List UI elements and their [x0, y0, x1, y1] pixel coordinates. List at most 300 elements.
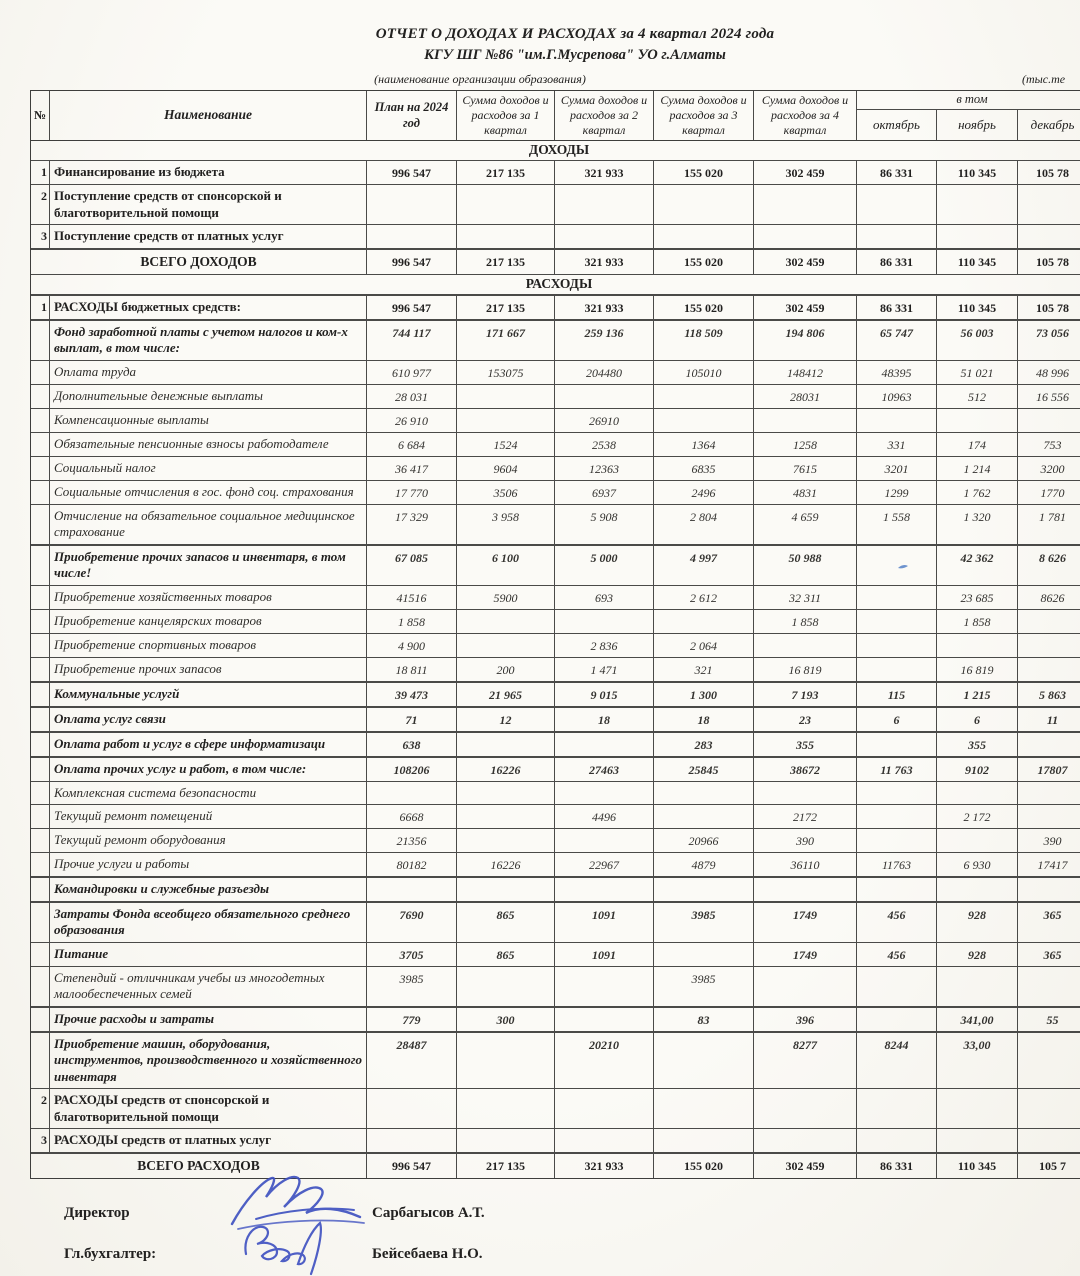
cell-value: 1 215 — [936, 683, 1017, 706]
cell-value: 302 459 — [753, 296, 856, 319]
cell-value: 171 667 — [456, 321, 554, 360]
cell-value: 2172 — [753, 805, 856, 828]
cell-value: 16 556 — [1017, 385, 1080, 408]
cell-value — [554, 1129, 653, 1152]
cell-value — [456, 805, 554, 828]
cell-value: 27463 — [554, 758, 653, 781]
table-row — [31, 828, 1080, 852]
cell-value: 51 021 — [936, 361, 1017, 384]
cell-value: 5 908 — [554, 505, 653, 544]
cell-value — [936, 967, 1017, 1006]
cell-value — [936, 878, 1017, 901]
cell-value: 4 900 — [366, 634, 456, 657]
table-row — [31, 432, 1080, 456]
col-header-q3: Сумма доходов и расходов за 3 квартал — [653, 91, 753, 140]
row-number — [31, 782, 49, 805]
row-number — [31, 853, 49, 876]
table-row — [31, 504, 1080, 544]
cell-value: 56 003 — [936, 321, 1017, 360]
cell-value — [653, 610, 753, 633]
cell-value: 153075 — [456, 361, 554, 384]
table-row — [31, 360, 1080, 384]
cell-value: 2 064 — [653, 634, 753, 657]
cell-value: 365 — [1017, 943, 1080, 966]
col-header-december: декабрь — [1017, 110, 1080, 140]
cell-value — [456, 878, 554, 901]
cell-value — [856, 634, 936, 657]
row-number — [31, 708, 49, 731]
cell-value: 26910 — [554, 409, 653, 432]
cell-value: 996 547 — [366, 296, 456, 319]
cell-value: 7 193 — [753, 683, 856, 706]
table-row — [31, 408, 1080, 432]
row-label: Затраты Фонда всеобщего обязательного среднего образования — [49, 903, 366, 942]
cell-value — [1017, 878, 1080, 901]
cell-value — [456, 225, 554, 248]
cell-value: 744 117 — [366, 321, 456, 360]
row-number — [31, 829, 49, 852]
cell-value — [653, 805, 753, 828]
cell-value — [554, 225, 653, 248]
cell-value: 110 345 — [936, 1154, 1017, 1178]
cell-value — [456, 829, 554, 852]
table-row — [31, 1006, 1080, 1031]
row-number — [31, 903, 49, 942]
row-number — [31, 457, 49, 480]
cell-value — [753, 409, 856, 432]
report-table — [30, 90, 1080, 1179]
cell-value: 8277 — [753, 1033, 856, 1089]
cell-value — [366, 782, 456, 805]
cell-value: 1 781 — [1017, 505, 1080, 544]
cell-value: 155 020 — [653, 1154, 753, 1178]
cell-value: 753 — [1017, 433, 1080, 456]
row-number: 1 — [41, 165, 47, 179]
cell-value — [653, 782, 753, 805]
row-label: Оплата работ и услуг в сфере информатизаци — [49, 733, 366, 756]
cell-value: 174 — [936, 433, 1017, 456]
cell-value: 17807 — [1017, 758, 1080, 781]
table-row — [31, 781, 1080, 805]
row-number — [31, 658, 49, 681]
row-number — [31, 385, 49, 408]
cell-value: 1524 — [456, 433, 554, 456]
table-row — [31, 1152, 1080, 1178]
row-number: 2 — [41, 1093, 47, 1107]
cell-value: 512 — [936, 385, 1017, 408]
cell-value: 1 858 — [936, 610, 1017, 633]
cell-value — [753, 634, 856, 657]
cell-value: 996 547 — [366, 161, 456, 184]
cell-value — [366, 1089, 456, 1128]
cell-value — [554, 185, 653, 224]
cell-value: 928 — [936, 903, 1017, 942]
row-number: 3 — [41, 229, 47, 243]
table-row — [31, 876, 1080, 901]
cell-value: 3705 — [366, 943, 456, 966]
table-row — [31, 585, 1080, 609]
cell-value — [753, 1129, 856, 1152]
cell-value: 11 763 — [856, 758, 936, 781]
row-label: Степендий - отличникам учебы из многодетных малообеспеченных семей — [49, 967, 366, 1006]
cell-value — [936, 1089, 1017, 1128]
row-label: Дополнительные денежные выплаты — [49, 385, 366, 408]
cell-value: 283 — [653, 733, 753, 756]
cell-value — [1017, 185, 1080, 224]
row-label: Отчисление на обязательное социальное медицинское страхование — [49, 505, 366, 544]
row-label: Приобретение канцелярских товаров — [49, 610, 366, 633]
cell-value: 105 78 — [1017, 296, 1080, 319]
total-label: ВСЕГО ДОХОДОВ — [140, 253, 257, 269]
cell-value: 12363 — [554, 457, 653, 480]
cell-value: 194 806 — [753, 321, 856, 360]
table-row — [31, 184, 1080, 224]
row-number — [31, 433, 49, 456]
cell-value — [856, 878, 936, 901]
cell-value: 105 78 — [1017, 161, 1080, 184]
cell-value: 8244 — [856, 1033, 936, 1089]
cell-value: 20966 — [653, 829, 753, 852]
cell-value: 1 762 — [936, 481, 1017, 504]
row-label: РАСХОДЫ бюджетных средств: — [49, 296, 366, 319]
cell-value — [456, 1033, 554, 1089]
row-number — [31, 321, 49, 360]
cell-value: 155 020 — [653, 250, 753, 274]
cell-value: 110 345 — [936, 250, 1017, 274]
row-label: Финансирование из бюджета — [49, 161, 366, 184]
cell-value: 48395 — [856, 361, 936, 384]
table-row — [31, 966, 1080, 1006]
cell-value: 28031 — [753, 385, 856, 408]
row-number — [31, 610, 49, 633]
row-label: Приобретение спортивных товаров — [49, 634, 366, 657]
cell-value: 23 685 — [936, 586, 1017, 609]
cell-value — [856, 733, 936, 756]
row-label: РАСХОДЫ средств от спонсорской и благотворительной помощи — [49, 1089, 366, 1128]
cell-value: 23 — [753, 708, 856, 731]
cell-value: 17 770 — [366, 481, 456, 504]
row-number — [31, 1033, 49, 1089]
table-row — [31, 384, 1080, 408]
cell-value — [456, 634, 554, 657]
cell-value: 1258 — [753, 433, 856, 456]
table-section-row — [31, 141, 1080, 160]
cell-value: 38672 — [753, 758, 856, 781]
row-label: Обязательные пенсионные взносы работодателе — [49, 433, 366, 456]
cell-value: 8626 — [1017, 586, 1080, 609]
table-row — [31, 804, 1080, 828]
cell-value — [753, 225, 856, 248]
cell-value: 71 — [366, 708, 456, 731]
cell-value: 5 863 — [1017, 683, 1080, 706]
cell-value: 321 933 — [554, 250, 653, 274]
cell-value: 16226 — [456, 758, 554, 781]
cell-value — [366, 225, 456, 248]
cell-value — [554, 829, 653, 852]
cell-value: 217 135 — [456, 250, 554, 274]
cell-value — [1017, 967, 1080, 1006]
total-label: ВСЕГО РАСХОДОВ — [137, 1157, 260, 1173]
cell-value — [856, 225, 936, 248]
cell-value: 638 — [366, 733, 456, 756]
cell-value: 2 804 — [653, 505, 753, 544]
accountant-label: Гл.бухгалтер: — [64, 1246, 157, 1262]
cell-value: 331 — [856, 433, 936, 456]
cell-value: 86 331 — [856, 1154, 936, 1178]
cell-value: 341,00 — [936, 1008, 1017, 1031]
cell-value: 2496 — [653, 481, 753, 504]
cell-value: 6 — [856, 708, 936, 731]
cell-value — [936, 185, 1017, 224]
cell-value: 20210 — [554, 1033, 653, 1089]
row-number — [31, 943, 49, 966]
cell-value: 217 135 — [456, 296, 554, 319]
cell-value — [653, 185, 753, 224]
cell-value — [856, 782, 936, 805]
cell-value: 105010 — [653, 361, 753, 384]
row-number — [31, 878, 49, 901]
cell-value — [856, 1008, 936, 1031]
cell-value: 1 471 — [554, 658, 653, 681]
accountant-name: Бейсебаева Н.О. — [372, 1246, 483, 1262]
row-number — [31, 733, 49, 756]
cell-value — [653, 1033, 753, 1089]
cell-value: 1749 — [753, 903, 856, 942]
cell-value: 3201 — [856, 457, 936, 480]
director-label: Директор — [64, 1205, 130, 1221]
cell-value — [653, 878, 753, 901]
table-row — [31, 681, 1080, 706]
table-row — [31, 224, 1080, 248]
cell-value: 83 — [653, 1008, 753, 1031]
cell-value — [554, 733, 653, 756]
cell-value — [456, 185, 554, 224]
row-label: Социальный налог — [49, 457, 366, 480]
table-header — [31, 91, 1080, 141]
cell-value: 302 459 — [753, 250, 856, 274]
table-row — [31, 942, 1080, 966]
col-header-plan: План на 2024 год — [366, 91, 456, 140]
cell-value — [456, 967, 554, 1006]
cell-value: 80182 — [366, 853, 456, 876]
table-row — [31, 852, 1080, 876]
cell-value: 6 — [936, 708, 1017, 731]
cell-value: 3985 — [653, 967, 753, 1006]
cell-value: 17417 — [1017, 853, 1080, 876]
row-label: Приобретение прочих запасов — [49, 658, 366, 681]
cell-value — [456, 385, 554, 408]
cell-value: 110 345 — [936, 161, 1017, 184]
cell-value — [856, 1089, 936, 1128]
cell-value — [456, 733, 554, 756]
cell-value: 217 135 — [456, 1154, 554, 1178]
cell-value: 21 965 — [456, 683, 554, 706]
cell-value: 321 933 — [554, 296, 653, 319]
cell-value: 2 836 — [554, 634, 653, 657]
row-label: Социальные отчисления в гос. фонд соц. страхования — [49, 481, 366, 504]
row-label: Прочие услуги и работы — [49, 853, 366, 876]
row-number — [31, 758, 49, 781]
pen-mark-dot — [893, 560, 913, 574]
row-number — [31, 805, 49, 828]
cell-value — [1017, 1089, 1080, 1128]
cell-value — [554, 782, 653, 805]
cell-value — [456, 782, 554, 805]
cell-value: 17 329 — [366, 505, 456, 544]
cell-value — [856, 829, 936, 852]
cell-value: 355 — [936, 733, 1017, 756]
cell-value: 1091 — [554, 903, 653, 942]
cell-value: 2 612 — [653, 586, 753, 609]
cell-value — [1017, 409, 1080, 432]
cell-value: 4879 — [653, 853, 753, 876]
cell-value: 7615 — [753, 457, 856, 480]
cell-value: 365 — [1017, 903, 1080, 942]
row-label: Компенсационные выплаты — [49, 409, 366, 432]
cell-value: 22967 — [554, 853, 653, 876]
cell-value: 48 996 — [1017, 361, 1080, 384]
cell-value — [1017, 733, 1080, 756]
cell-value: 355 — [753, 733, 856, 756]
cell-value: 32 311 — [753, 586, 856, 609]
cell-value: 86 331 — [856, 161, 936, 184]
table-row — [31, 319, 1080, 360]
cell-value: 928 — [936, 943, 1017, 966]
cell-value: 9604 — [456, 457, 554, 480]
cell-value: 11 — [1017, 708, 1080, 731]
cell-value: 996 547 — [366, 250, 456, 274]
cell-value — [456, 610, 554, 633]
cell-value: 33,00 — [936, 1033, 1017, 1089]
row-number — [31, 586, 49, 609]
cell-value — [554, 610, 653, 633]
row-number — [31, 481, 49, 504]
cell-value: 3 958 — [456, 505, 554, 544]
cell-value: 3506 — [456, 481, 554, 504]
cell-value: 1 858 — [366, 610, 456, 633]
cell-value: 865 — [456, 903, 554, 942]
row-label: Оплата труда — [49, 361, 366, 384]
row-label: Коммунальные услугй — [49, 683, 366, 706]
cell-value — [1017, 634, 1080, 657]
cell-value — [554, 1089, 653, 1128]
cell-value — [856, 967, 936, 1006]
section-label: ДОХОДЫ — [528, 142, 590, 157]
row-number — [31, 409, 49, 432]
cell-value — [1017, 658, 1080, 681]
row-number — [31, 361, 49, 384]
cell-value: 396 — [753, 1008, 856, 1031]
cell-value: 456 — [856, 903, 936, 942]
cell-value: 302 459 — [753, 161, 856, 184]
cell-value — [1017, 1033, 1080, 1089]
cell-value: 3985 — [653, 903, 753, 942]
cell-value: 1 558 — [856, 505, 936, 544]
col-header-months-group: в том — [856, 91, 1080, 110]
cell-value: 155 020 — [653, 296, 753, 319]
table-row — [31, 544, 1080, 585]
cell-value — [856, 586, 936, 609]
table-section-row — [31, 274, 1080, 294]
report-subtitle: КГУ ШГ №86 "им.Г.Мусрепова" УО г.Алматы — [424, 47, 726, 63]
cell-value: 65 747 — [856, 321, 936, 360]
cell-value: 302 459 — [753, 1154, 856, 1178]
row-label: Питание — [49, 943, 366, 966]
col-header-october: октябрь — [856, 110, 936, 140]
cell-value — [753, 967, 856, 1006]
col-header-q4: Сумма доходов и расходов за 4 квартал — [753, 91, 856, 140]
cell-value — [753, 782, 856, 805]
cell-value: 4 659 — [753, 505, 856, 544]
cell-value: 8 626 — [1017, 546, 1080, 585]
cell-value: 5 000 — [554, 546, 653, 585]
cell-value: 16226 — [456, 853, 554, 876]
cell-value: 610 977 — [366, 361, 456, 384]
cell-value — [366, 878, 456, 901]
row-number: 1 — [41, 299, 47, 314]
table-row — [31, 756, 1080, 781]
cell-value: 6937 — [554, 481, 653, 504]
director-name: Сарбагысов А.Т. — [372, 1205, 485, 1221]
row-label: Текущий ремонт оборудования — [49, 829, 366, 852]
cell-value: 6 930 — [936, 853, 1017, 876]
cell-value — [554, 385, 653, 408]
cell-value: 11763 — [856, 853, 936, 876]
table-row — [31, 480, 1080, 504]
cell-value — [936, 1129, 1017, 1152]
row-label: Поступление средств от платных услуг — [49, 225, 366, 248]
cell-value: 2 172 — [936, 805, 1017, 828]
cell-value: 6835 — [653, 457, 753, 480]
cell-value — [554, 878, 653, 901]
cell-value: 7690 — [366, 903, 456, 942]
cell-value: 996 547 — [366, 1154, 456, 1178]
cell-value: 1 300 — [653, 683, 753, 706]
cell-value: 1749 — [753, 943, 856, 966]
cell-value: 390 — [753, 829, 856, 852]
table-row — [31, 294, 1080, 319]
cell-value — [653, 409, 753, 432]
row-label: Фонд заработной платы с учетом налогов и ком-х выплат, в том числе: — [49, 321, 366, 360]
col-header-q2: Сумма доходов и расходов за 2 квартал — [554, 91, 653, 140]
cell-value: 67 085 — [366, 546, 456, 585]
cell-value: 204480 — [554, 361, 653, 384]
cell-value: 39 473 — [366, 683, 456, 706]
cell-value — [366, 1129, 456, 1152]
row-label: Прочие расходы и затраты — [49, 1008, 366, 1031]
cell-value — [554, 967, 653, 1006]
table-row — [31, 609, 1080, 633]
cell-value — [856, 409, 936, 432]
cell-value — [936, 225, 1017, 248]
cell-value — [856, 658, 936, 681]
cell-value: 148412 — [753, 361, 856, 384]
cell-value: 25845 — [653, 758, 753, 781]
cell-value — [1017, 782, 1080, 805]
row-number — [31, 546, 49, 585]
col-header-q1: Сумма доходов и расходов за 1 квартал — [456, 91, 554, 140]
cell-value: 10963 — [856, 385, 936, 408]
cell-value: 28 031 — [366, 385, 456, 408]
row-label: Командировки и служебные разъезды — [49, 878, 366, 901]
cell-value: 12 — [456, 708, 554, 731]
cell-value: 456 — [856, 943, 936, 966]
table-row — [31, 901, 1080, 942]
row-label: РАСХОДЫ средств от платных услуг — [49, 1129, 366, 1152]
col-header-name: Наименование — [49, 91, 366, 140]
accountant-signature — [236, 1218, 346, 1276]
cell-value: 865 — [456, 943, 554, 966]
